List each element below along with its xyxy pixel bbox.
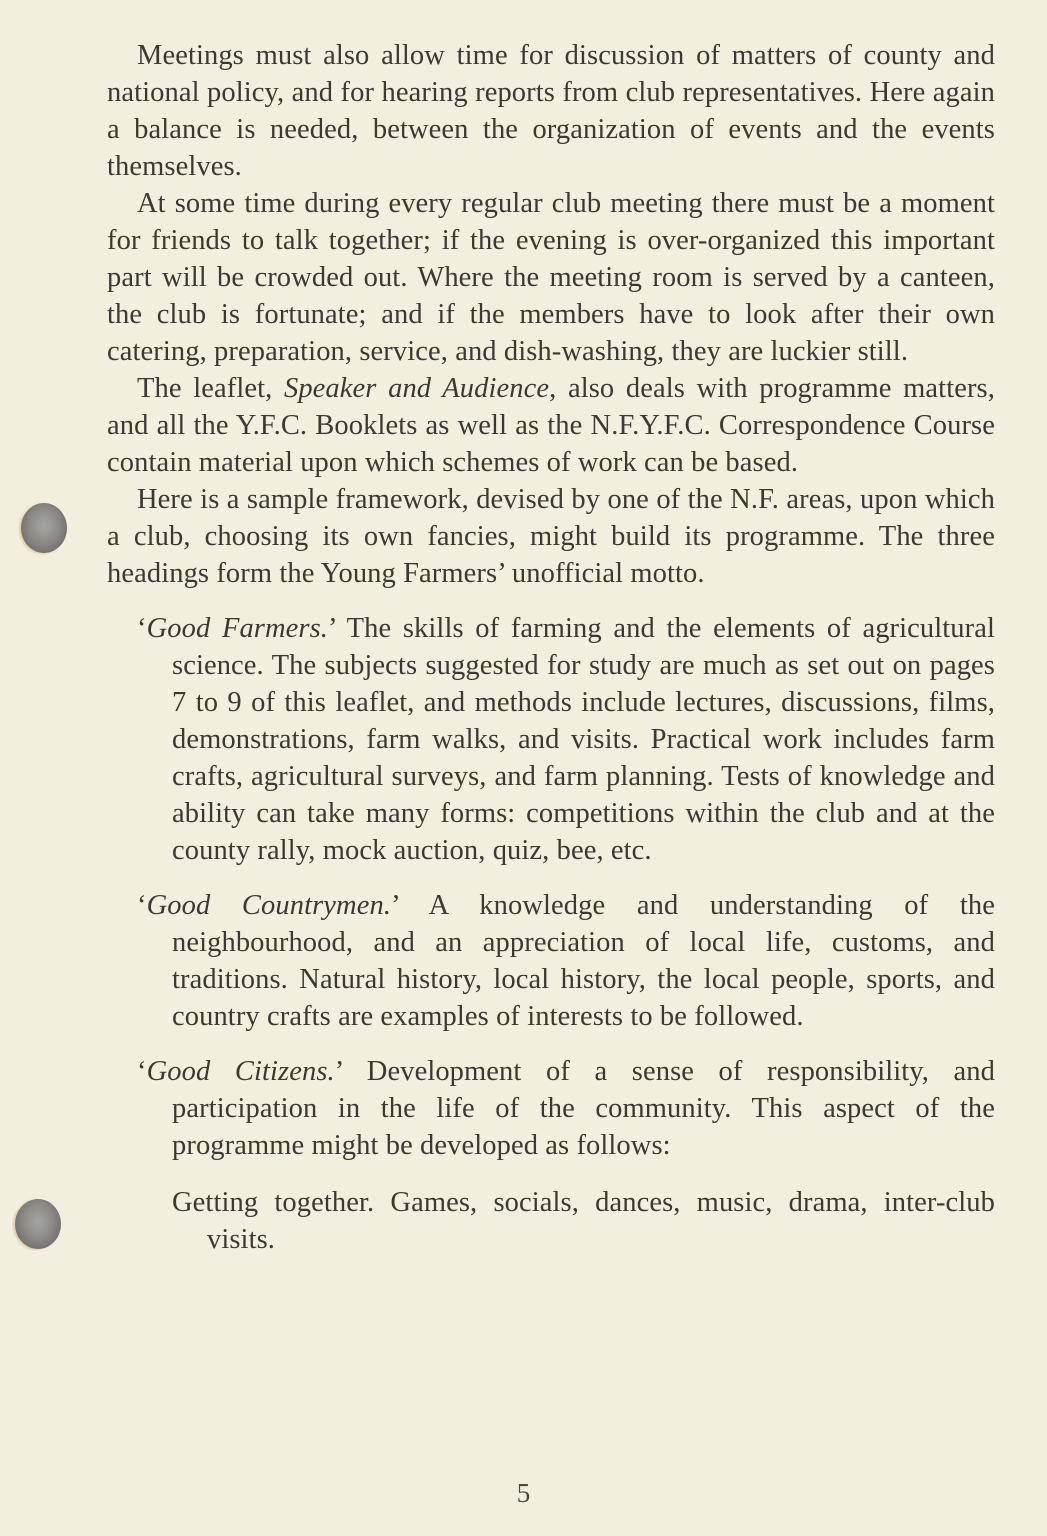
page-number: 5 [516, 1478, 531, 1508]
leaflet-title: Speaker and Audience [283, 373, 550, 404]
close-quote: ’ [328, 613, 336, 644]
paragraph-sample-framework: Here is a sample framework, devised by one of the N.F. areas, upon which a club, choosing its own fancies, might build its programme. The three headings form the Young Farmers’ unofficial motto. [107, 484, 995, 589]
heading-item-good-countrymen [137, 887, 995, 1035]
paragraph-leaflet-reference [107, 370, 995, 481]
paragraph-friends-talk: At some time during every regular club meeting there must be a moment for friends to talk together; if the evening is over-organized this important part will be crowded out. Where the meeting room is served by a canteen, the club is fortunate; and if the members have to look after their own catering, preparation, service, and dish-washing, they are luckier still. [107, 188, 995, 367]
heading-body: The skills of farming and the elements of agricultural science. The subjects suggested for study are much as set out on pages 7 to 9 of this leaflet, and methods include lectures, discussions, films, demonstrations, farm walks, and visits. Practical work includes farm crafts, agricultural surveys, and farm planning. Tests of knowledge and ability can take many forms: competitions within the club and at the county rally, mock auction, quiz, bee, etc. [172, 613, 996, 866]
heading-body: Development of a sense of responsibility, and participation in the life of the community. This aspect of the programme might be developed as follows: [172, 1056, 995, 1161]
heading-body: A knowledge and understanding of the neighbourhood, and an appreciation of local life, customs, and traditions. Natural history, local history, the local people, sports, and country crafts are examples of interests to be followed. [172, 890, 995, 1032]
close-quote: ’ [391, 890, 399, 921]
open-quote: ‘ [137, 1056, 147, 1087]
open-quote: ‘ [137, 613, 147, 644]
heading-title: Good Countrymen. [146, 890, 392, 921]
leaflet-text-before: The leaflet, [137, 373, 284, 404]
punch-hole-lower [15, 1199, 61, 1249]
heading-item-good-citizens [137, 1053, 995, 1164]
open-quote: ‘ [137, 890, 147, 921]
punch-hole-upper [21, 503, 67, 553]
heading-title: Good Farmers. [146, 613, 329, 644]
document-page [107, 37, 995, 1258]
leaflet-text-after: , also deals with programme matters, and all the Y.F.C. Booklets as well as the N.F.Y.F.C. Correspondence Course contain material upon which schemes of work can be based. [107, 373, 995, 478]
subitem-getting-together: Getting together. Games, socials, dances, music, drama, inter-club visits. [172, 1187, 995, 1255]
close-quote: ’ [334, 1056, 343, 1087]
heading-title: Good Citizens. [146, 1056, 335, 1087]
heading-item-good-farmers [137, 610, 995, 869]
paragraph-meetings-policy: Meetings must also allow time for discussion of matters of county and national policy, and for hearing reports from club representatives. Here again a balance is needed, between the organization of events and the events themselves. [107, 40, 995, 182]
